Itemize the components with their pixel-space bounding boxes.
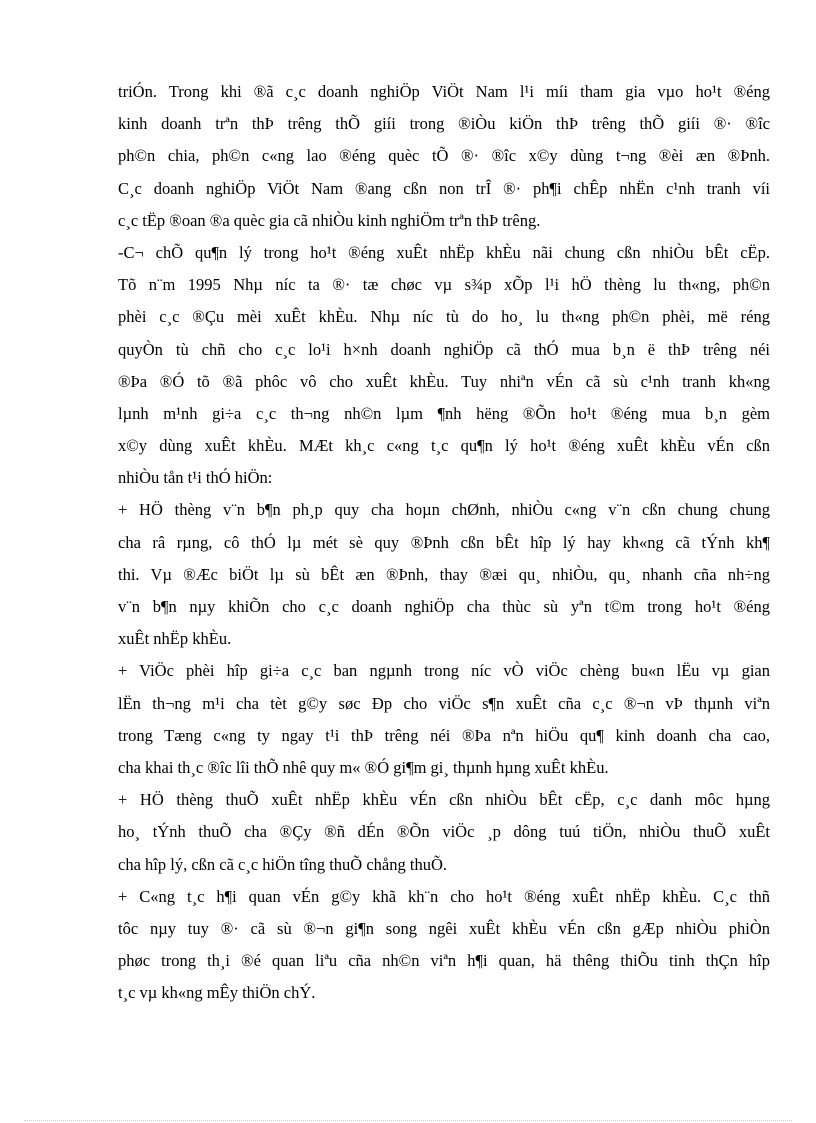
text-line: nhiÒu tån t¹i thÓ hiÖn: <box>118 468 273 488</box>
text-line: trong Tæng c«ng ty ngay t¹i thÞ trêng néi ®Þa nªn hiÖu qu¶ kinh doanh cha cao, <box>118 725 770 745</box>
text-line: + HÖ thèng v¨n b¶n ph¸p quy cha hoµn chØnh, nhiÒu c«ng v¨n cßn chung chung <box>118 500 770 520</box>
text-line: t¸c vµ kh«ng mÊy thiÖn chÝ. <box>118 983 316 1003</box>
text-line: lËn th¬ng m¹i cha tèt g©y søc Ðp cho viÖc s¶n xuÊt cña c¸c ®¬n vÞ thµnh viªn <box>118 693 770 713</box>
text-line: x©y dùng xuÊt khÈu. MÆt kh¸c c«ng t¸c qu¶n lý ho¹t ®éng xuÊt khÈu vÉn cßn <box>118 436 770 456</box>
text-line: lµnh m¹nh gi÷a c¸c th¬ng nh©n lµm ¶nh hëng ®Õn ho¹t ®éng mua b¸n gèm <box>118 403 770 423</box>
text-line: + ViÖc phèi hîp gi÷a c¸c ban ngµnh trong níc vÒ viÖc chèng bu«n lËu vµ gian <box>118 661 770 681</box>
text-line: + HÖ thèng thuÕ xuÊt nhËp khÈu vÉn cßn nhiÒu bÊt cËp, c¸c danh môc hµng <box>118 790 770 810</box>
paragraph-1 <box>118 76 770 237</box>
paragraph-6 <box>118 881 770 1010</box>
text-line: cha khai th¸c ®îc lîi thÕ nhê quy m« ®Ó gi¶m gi¸ thµnh hµng xuÊt khÈu. <box>118 757 609 777</box>
text-line: phøc trong th¸i ®é quan liªu cña nh©n viªn h¶i quan, hä thêng thiÕu tinh thÇn hîp <box>118 951 770 971</box>
paragraph-4 <box>118 655 770 784</box>
text-line: -C¬ chÕ qu¶n lý trong ho¹t ®éng xuÊt nhËp khÈu nãi chung cßn nhiÒu bÊt cËp. <box>118 242 770 262</box>
paragraph-3 <box>118 494 770 655</box>
text-line: ®Þa ®Ó tõ ®ã phôc vô cho xuÊt khÈu. Tuy nhiªn vÉn cã sù c¹nh tranh kh«ng <box>118 371 770 391</box>
paragraph-2 <box>118 237 770 495</box>
text-line: quyÒn tù chñ cho c¸c lo¹i h×nh doanh nghiÖp cã thÓ mua b¸n ë thÞ trêng néi <box>118 339 770 359</box>
paragraph-5 <box>118 784 770 881</box>
page-bottom-divider <box>24 1120 792 1121</box>
page-body <box>118 76 770 1009</box>
text-line: xuÊt nhËp khÈu. <box>118 629 232 649</box>
text-line: cha râ rµng, cô thÓ lµ mét sè quy ®Þnh cßn bÊt hîp lý hay kh«ng cã tÝnh kh¶ <box>118 532 770 552</box>
text-line: phèi c¸c ®Çu mèi xuÊt khÈu. Nhµ níc tù do ho¸ lu th«ng ph©n phèi, më réng <box>118 307 770 327</box>
text-line: ho¸ tÝnh thuÕ cha ®Çy ®ñ dÉn ®Õn viÖc ¸p dông tuú tiÖn, nhiÒu thuÕ xuÊt <box>118 822 770 842</box>
text-line: thi. Vµ ®Æc biÖt lµ sù bÊt æn ®Þnh, thay ®æi qu¸ nhiÒu, qu¸ nhanh cña nh÷ng <box>118 564 770 584</box>
text-line: v¨n b¶n nµy khiÕn cho c¸c doanh nghiÖp cha thùc sù yªn t©m trong ho¹t ®éng <box>118 597 770 616</box>
text-line: Tõ n¨m 1995 Nhµ níc ta ®· tæ chøc vµ s¾p xÕp l¹i hÖ thèng lu th«ng, ph©n <box>118 275 770 295</box>
text-line: c¸c tËp ®oan ®a quèc gia cã nhiÒu kinh nghiÖm trªn thÞ trêng. <box>118 210 541 230</box>
text-line: + C«ng t¸c h¶i quan vÉn g©y khã kh¨n cho ho¹t ®éng xuÊt nhËp khÈu. C¸c thñ <box>118 886 770 906</box>
text-line: cha hîp lý, cßn cã c¸c hiÖn tîng thuÕ chång thuÕ. <box>118 854 447 874</box>
text-line: kinh doanh trªn thÞ trêng thÕ giíi trong ®iÒu kiÖn thÞ trêng thÕ giíi ®· ®îc <box>118 114 770 134</box>
text-line: C¸c doanh nghiÖp ViÖt Nam ®ang cßn non trÎ ®· ph¶i chÊp nhËn c¹nh tranh víi <box>118 178 770 198</box>
text-line: triÓn. Trong khi ®ã c¸c doanh nghiÖp ViÖt Nam l¹i míi tham gia vµo ho¹t ®éng <box>118 82 770 101</box>
text-line: tôc nµy tuy ®· cã sù ®¬n gi¶n song ngêi xuÊt khÈu vÉn cßn gÆp nhiÒu phiÒn <box>118 918 770 938</box>
text-line: ph©n chia, ph©n c«ng lao ®éng quèc tÕ ®· ®îc x©y dùng t¬ng ®èi æn ®Þnh. <box>118 146 770 166</box>
